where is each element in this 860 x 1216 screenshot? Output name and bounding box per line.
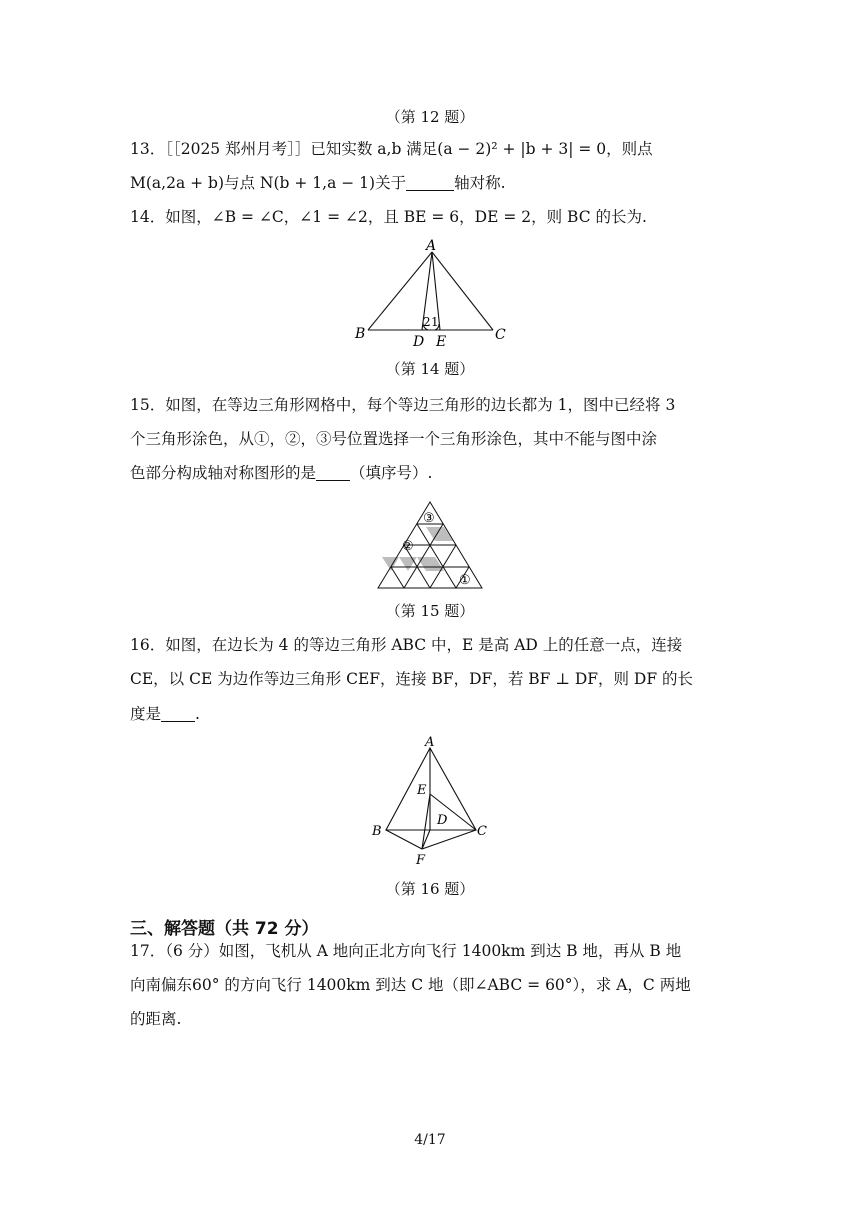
label-A: A	[425, 735, 435, 750]
position-1-label: ①	[459, 573, 471, 588]
label-C: C	[495, 327, 506, 343]
question-13-line-1: 13．［［2025 郑州月考］］已知实数 a,b 满足(a − 2)² + |b + 3| = 0，则点	[130, 140, 653, 158]
question-13-text-before-blank: M(a,2a + b)与点 N(b + 1,a − 1)关于	[130, 174, 407, 192]
position-2-label: ②	[402, 539, 414, 554]
label-D: D	[437, 813, 448, 828]
figure-q14-triangle	[350, 238, 510, 350]
triangle-ABC	[386, 748, 476, 830]
figure-caption-q14: （第 14 题）	[385, 360, 475, 378]
figure-caption-q16: （第 16 题）	[385, 880, 475, 898]
answer-blank-q13	[406, 174, 454, 191]
label-D: D	[413, 334, 425, 350]
shaded-triangle-bottom-left-a	[399, 557, 417, 571]
question-15-line-2: 个三角形涂色，从①，②，③号位置选择一个三角形涂色，其中不能与图中涂	[130, 430, 658, 448]
question-13-line-2	[130, 172, 730, 194]
question-16-text-before-blank: 度是	[130, 705, 162, 723]
section-heading: 三、解答题（共 72 分）	[130, 919, 319, 939]
answer-blank-q15	[316, 464, 350, 481]
question-15-line-1: 15．如图，在等边三角形网格中，每个等边三角形的边长都为 1，图中已经将 3	[130, 396, 676, 414]
label-F: F	[416, 853, 426, 868]
question-16-line-1: 16．如图，在边长为 4 的等边三角形 ABC 中，E 是高 AD 上的任意一点，连接	[130, 636, 683, 654]
label-E: E	[417, 783, 427, 798]
figure-caption-q15: （第 15 题）	[385, 602, 475, 620]
position-3-label: ③	[423, 511, 435, 526]
question-14-line-1: 14．如图，∠B = ∠C，∠1 = ∠2，且 BE = 6，DE = 2，则 BC 的长为.	[130, 208, 647, 226]
question-16-text-after-blank: .	[195, 705, 200, 723]
question-17-line-1: 17．（6 分）如图，飞机从 A 地向正北方向飞行 1400km 到达 B 地，再从 B 地	[130, 942, 682, 960]
label-E: E	[436, 334, 447, 350]
label-B: B	[372, 824, 382, 839]
angle-label-2: 2	[423, 315, 431, 329]
figure-q15-triangle-grid	[374, 496, 488, 592]
figure-caption-q12: （第 12 题）	[385, 108, 475, 126]
segment-BF	[386, 830, 422, 849]
angle-label-1: 1	[431, 315, 439, 329]
label-A: A	[426, 238, 437, 254]
question-15-line-3	[130, 462, 730, 484]
segment-AC	[432, 252, 493, 330]
question-13-text-after-blank: 轴对称.	[454, 174, 506, 192]
shaded-triangle-bottom-far-left	[382, 557, 399, 571]
question-16-line-2: CE，以 CE 为边作等边三角形 CEF，连接 BF，DF，若 BF ⊥ DF，则 DF 的长	[130, 670, 694, 688]
question-17-line-3: 的距离.	[130, 1010, 182, 1028]
question-15-text-before-blank: 色部分构成轴对称图形的是	[130, 464, 317, 482]
page-number: 4/17	[414, 1132, 446, 1148]
label-C: C	[477, 824, 487, 839]
question-16-line-3	[130, 703, 730, 725]
question-15-text-after-blank: （填序号）.	[350, 464, 433, 482]
figure-q16-triangle	[364, 734, 498, 874]
segment-CF	[422, 830, 476, 849]
label-B: B	[355, 326, 366, 342]
answer-blank-q16	[161, 705, 195, 722]
question-17-line-2: 向南偏东60° 的方向飞行 1400km 到达 C 地（即∠ABC = 60°），求 A，C 两地	[130, 976, 691, 994]
